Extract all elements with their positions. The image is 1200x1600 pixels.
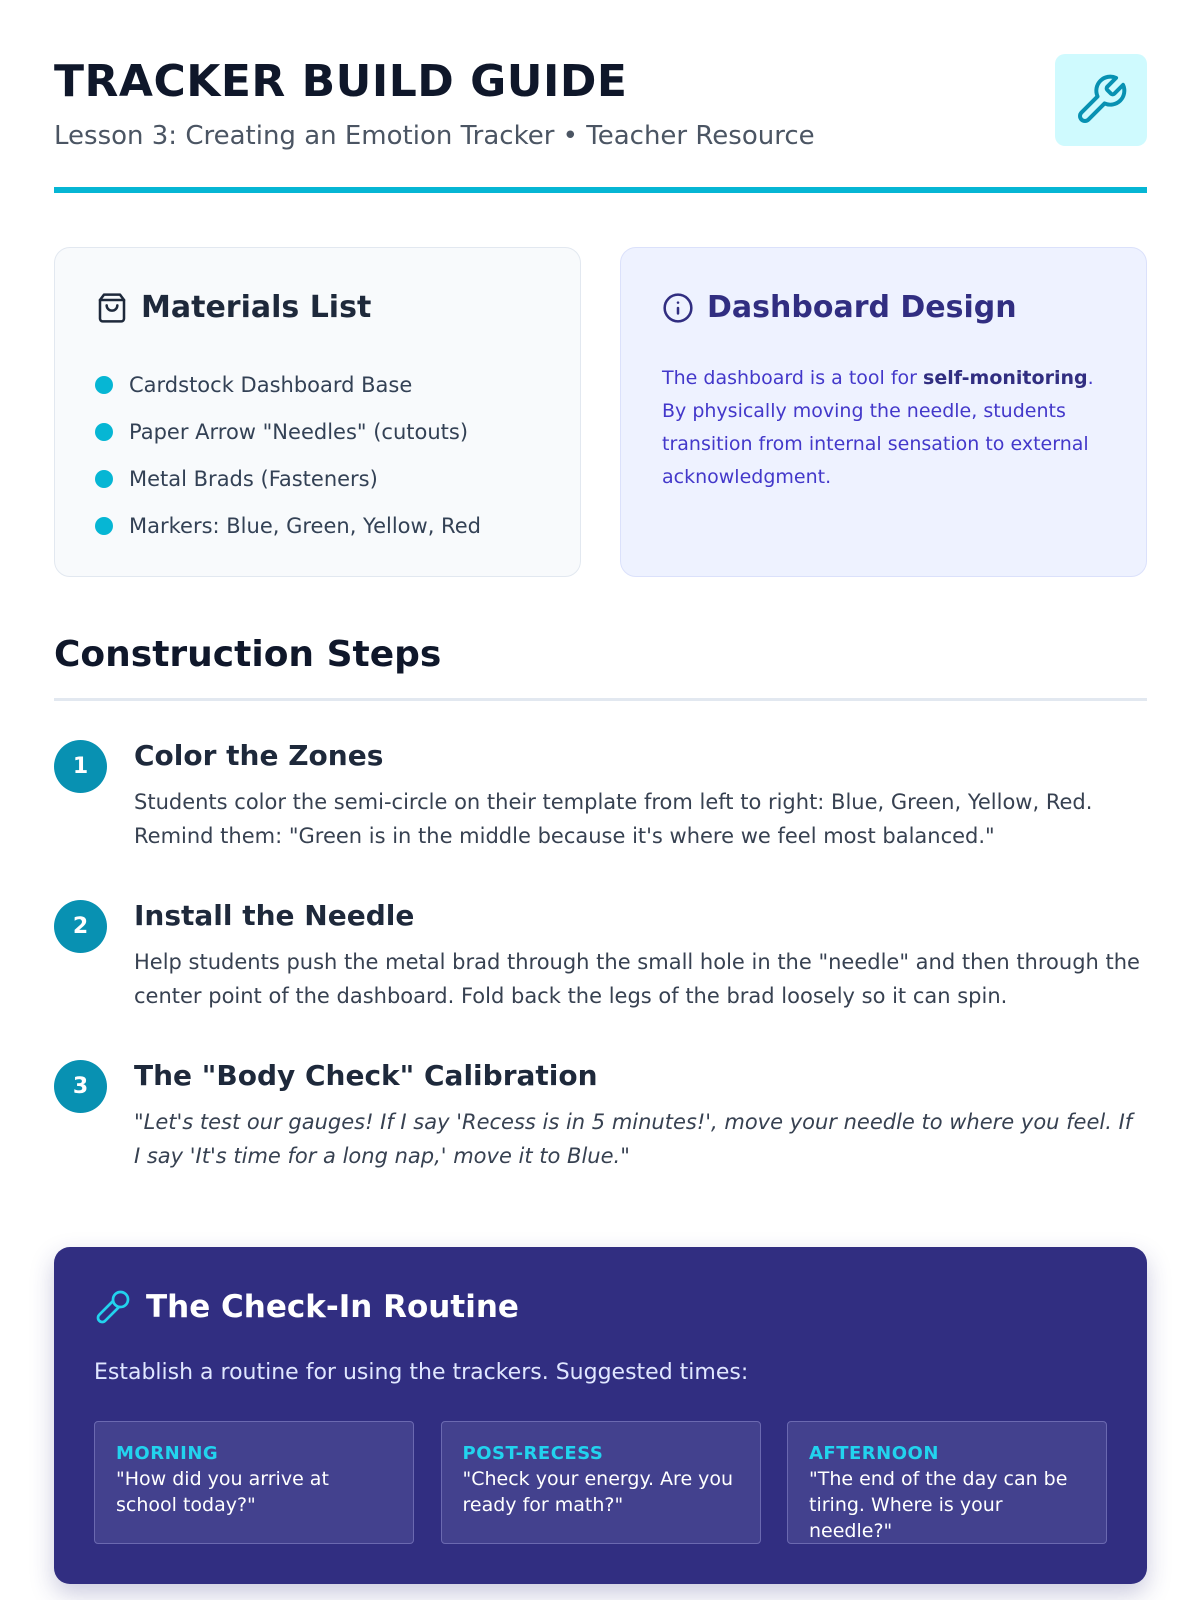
routine-header xyxy=(94,1288,519,1326)
list-item xyxy=(95,455,481,502)
step-title: Color the Zones xyxy=(134,739,384,772)
step-number-badge: 2 xyxy=(54,900,107,953)
bullet-dot xyxy=(95,470,113,488)
material-label: Metal Brads (Fasteners) xyxy=(129,466,378,491)
design-title: Dashboard Design xyxy=(707,290,1017,325)
bullet-dot xyxy=(95,423,113,441)
materials-title: Materials List xyxy=(141,290,372,325)
list-item xyxy=(95,408,481,455)
microphone-icon xyxy=(94,1288,132,1326)
time-slot-post-recess xyxy=(441,1421,761,1544)
step-title: The "Body Check" Calibration xyxy=(134,1059,598,1092)
routine-intro: Establish a routine for using the trackers. Suggested times: xyxy=(94,1360,749,1385)
step-number-badge: 1 xyxy=(54,740,107,793)
design-header xyxy=(661,290,1017,325)
time-slot-afternoon xyxy=(787,1421,1107,1544)
page-subtitle: Lesson 3: Creating an Emotion Tracker • Teacher Resource xyxy=(54,121,815,151)
time-slot-label: AFTERNOON xyxy=(809,1443,939,1464)
bullet-dot xyxy=(95,517,113,535)
design-text-emphasis: self-monitoring xyxy=(923,367,1088,389)
step-number-badge: 3 xyxy=(54,1060,107,1113)
time-slot-prompt: "How did you arrive at school today?" xyxy=(116,1468,329,1516)
materials-list xyxy=(95,361,481,549)
page-header xyxy=(54,0,1147,196)
material-label: Markers: Blue, Green, Yellow, Red xyxy=(129,513,481,538)
materials-card xyxy=(54,247,581,577)
guide-page xyxy=(54,0,1147,1542)
page-title: TRACKER BUILD GUIDE xyxy=(54,56,628,107)
steps-divider xyxy=(54,698,1147,701)
step-description: Students color the semi-circle on their template from left to right: Blue, Green, Yellow, Red. Remind them: "Green is in the middle because it's where we feel most balanced." xyxy=(134,790,1093,848)
time-slot-label: MORNING xyxy=(116,1443,219,1464)
routine-times xyxy=(94,1421,1107,1544)
routine-card xyxy=(54,1247,1147,1584)
step-title: Install the Needle xyxy=(134,899,415,932)
design-card xyxy=(620,247,1147,577)
list-item xyxy=(95,361,481,408)
materials-header xyxy=(95,290,371,325)
material-label: Cardstock Dashboard Base xyxy=(129,372,413,397)
design-text-start: The dashboard is a tool for xyxy=(662,367,924,389)
time-slot-morning xyxy=(94,1421,414,1544)
material-label: Paper Arrow "Needles" (cutouts) xyxy=(129,419,469,444)
time-slot-prompt: "The end of the day can be tiring. Where is your needle?" xyxy=(809,1468,1068,1542)
step-description: Help students push the metal brad through the small hole in the "needle" and then through the center point of the dashboard. Fold back the legs of the brad loosely so it can spin. xyxy=(134,950,1140,1008)
step-description: "Let's test our gauges! If I say 'Recess is in 5 minutes!', move your needle to where you feel. If I say 'It's time for a long nap,' move it to Blue." xyxy=(134,1110,1133,1168)
shopping-bag-icon xyxy=(95,291,129,325)
time-slot-prompt: "Check your energy. Are you ready for math?" xyxy=(462,1468,734,1516)
list-item xyxy=(95,502,481,549)
header-divider xyxy=(54,187,1147,193)
info-icon xyxy=(661,291,695,325)
bullet-dot xyxy=(95,376,113,394)
steps-heading: Construction Steps xyxy=(54,634,442,675)
wrench-icon xyxy=(1055,54,1147,146)
time-slot-label: POST-RECESS xyxy=(462,1443,604,1464)
design-description xyxy=(662,362,1112,494)
design-text-end: . By physically moving the needle, students transition from internal sensation to external acknowledgment. xyxy=(662,367,1094,488)
routine-title: The Check-In Routine xyxy=(146,1289,519,1325)
